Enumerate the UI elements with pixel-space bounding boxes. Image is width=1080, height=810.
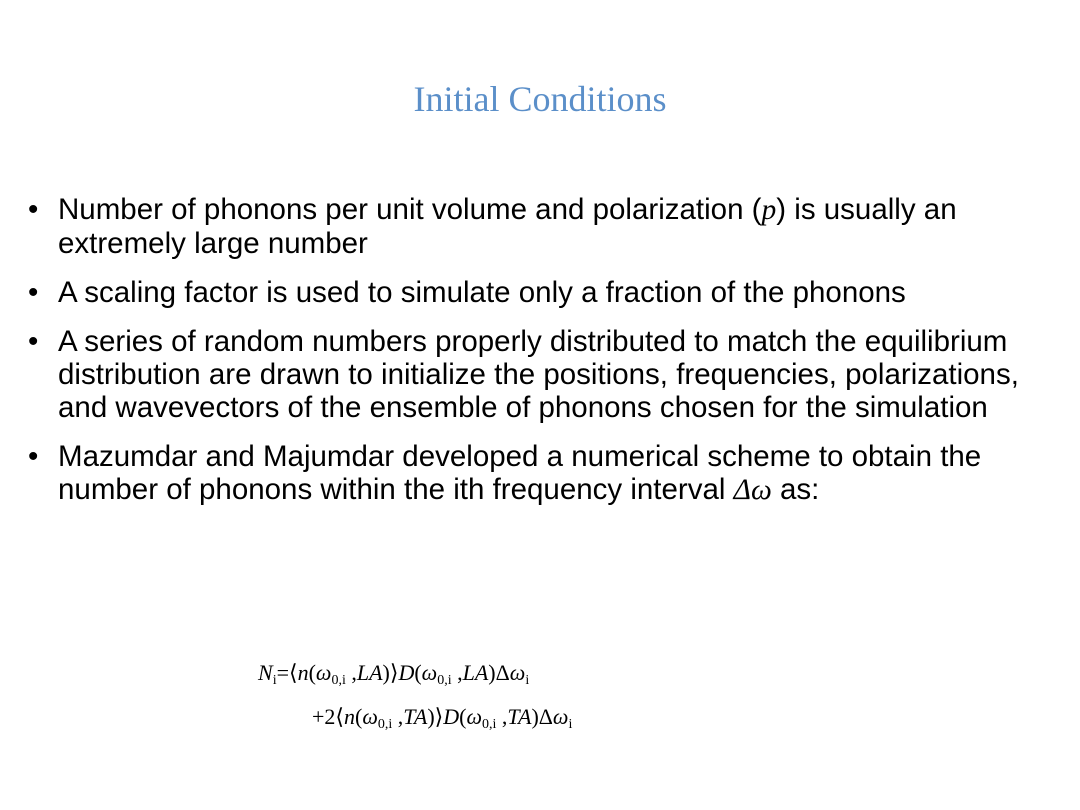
bullet-dot-icon: • <box>28 440 39 473</box>
phonon-count-equation <box>258 655 572 743</box>
bullet-text: A scaling factor is used to simulate only a fraction of the phonons <box>58 276 906 309</box>
delta-omega-symbol: Δω <box>733 474 772 506</box>
bullet-text-post: ) is usually an extremely large number <box>58 193 957 260</box>
bullet-dot-icon: • <box>28 325 39 358</box>
equation-line-1: $N_i=⟨n(\omega_{0,i}$ $,LA)⟩D(\omega_{0,i}$ $,LA)\Delta\omega_i$ <box>258 660 530 688</box>
equation-line-2: $+2⟨n(\omega_{0,i}$ $,TA)⟩D(\omega_{0,i}$ $,TA)\Delta\omega_i$ <box>312 704 573 732</box>
bullet-text: A series of random numbers properly distributed to match the equilibrium distribution are drawn to initialize the positions, frequencies, polarizations, and wavevectors of the ensemble of phonons chosen for the simulation <box>58 325 1019 424</box>
bullet-item <box>28 325 1068 424</box>
bullet-text-tail: as: <box>771 473 820 506</box>
bullet-text-pre: Number of phonons per unit volume and polarization ( <box>58 193 762 226</box>
bullet-list <box>28 193 1068 523</box>
bullet-item <box>28 440 1068 507</box>
slide-title: Initial Conditions <box>413 79 667 119</box>
bullet-item <box>28 276 1068 309</box>
bullet-dot-icon: • <box>28 193 39 226</box>
bullet-item <box>28 193 1068 260</box>
bullet-dot-icon: • <box>28 276 39 309</box>
polarization-variable: p <box>761 194 777 226</box>
bullet-text: Mazumdar and Majumdar developed a numerical scheme to obtain the number of phonons within the ith frequency interval <box>58 440 982 506</box>
